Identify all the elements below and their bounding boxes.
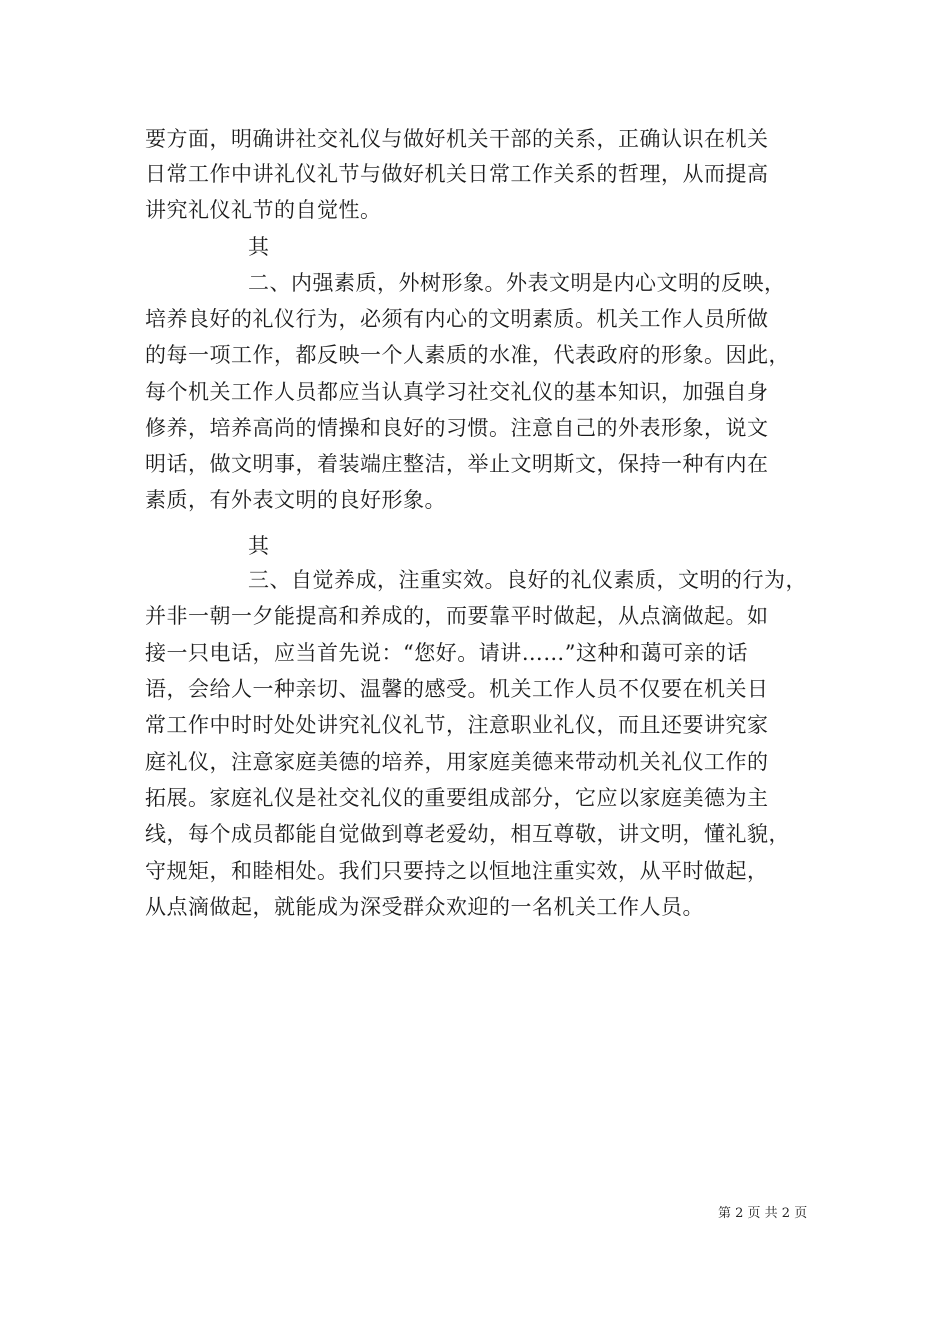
paragraph-3-line: 语，会给人一种亲切、温馨的感受。机关工作人员不仅要在机关日	[145, 677, 769, 701]
paragraph-3-line: 守规矩，和睦相处。我们只要持之以恒地注重实效，从平时做起，	[145, 859, 769, 883]
paragraph-2-line: 培养良好的礼仪行为，必须有内心的文明素质。机关工作人员所做	[145, 307, 769, 331]
paragraph-2-line: 每个机关工作人员都应当认真学习社交礼仪的基本知识，加强自身	[145, 380, 769, 404]
paragraph-3-line: 并非一朝一夕能提高和养成的，而要靠平时做起，从点滴做起。如	[145, 604, 769, 628]
section-marker: 其	[248, 534, 270, 558]
paragraph-3-line: 接一只电话，应当首先说：“您好。请讲……”这种和蔼可亲的话	[145, 641, 748, 665]
paragraph-3-line: 三、自觉养成，注重实效。良好的礼仪素质，文明的行为，	[248, 568, 807, 592]
paragraph-2-line: 的每一项工作，都反映一个人素质的水准，代表政府的形象。因此，	[145, 343, 790, 367]
paragraph-2-line: 明话，做文明事，着装端庄整洁，举止文明斯文，保持一种有内在	[145, 452, 769, 476]
paragraph-3-line: 常工作中时时处处讲究礼仪礼节，注意职业礼仪，而且还要讲究家	[145, 713, 769, 737]
paragraph-1-line: 讲究礼仪礼节的自觉性。	[145, 198, 382, 222]
paragraph-3-line: 庭礼仪，注意家庭美德的培养，用家庭美德来带动机关礼仪工作的	[145, 750, 769, 774]
page-number: 第 2 页 共 2 页	[718, 1206, 808, 1221]
paragraph-1-line: 日常工作中讲礼仪礼节与做好机关日常工作关系的哲理，从而提高	[145, 162, 769, 186]
section-marker: 其	[248, 235, 270, 259]
paragraph-1-line: 要方面，明确讲社交礼仪与做好机关干部的关系，正确认识在机关	[145, 127, 769, 151]
paragraph-2-line: 修养，培养高尚的情操和良好的习惯。注意自己的外表形象，说文	[145, 416, 769, 440]
paragraph-3-line: 从点滴做起，就能成为深受群众欢迎的一名机关工作人员。	[145, 895, 704, 919]
paragraph-3-line: 拓展。家庭礼仪是社交礼仪的重要组成部分，它应以家庭美德为主	[145, 786, 769, 810]
paragraph-2-line: 素质，有外表文明的良好形象。	[145, 488, 446, 512]
paragraph-3-line: 线，每个成员都能自觉做到尊老爱幼，相互尊敬，讲文明，懂礼貌，	[145, 822, 790, 846]
paragraph-2-line: 二、内强素质，外树形象。外表文明是内心文明的反映，	[248, 271, 786, 295]
